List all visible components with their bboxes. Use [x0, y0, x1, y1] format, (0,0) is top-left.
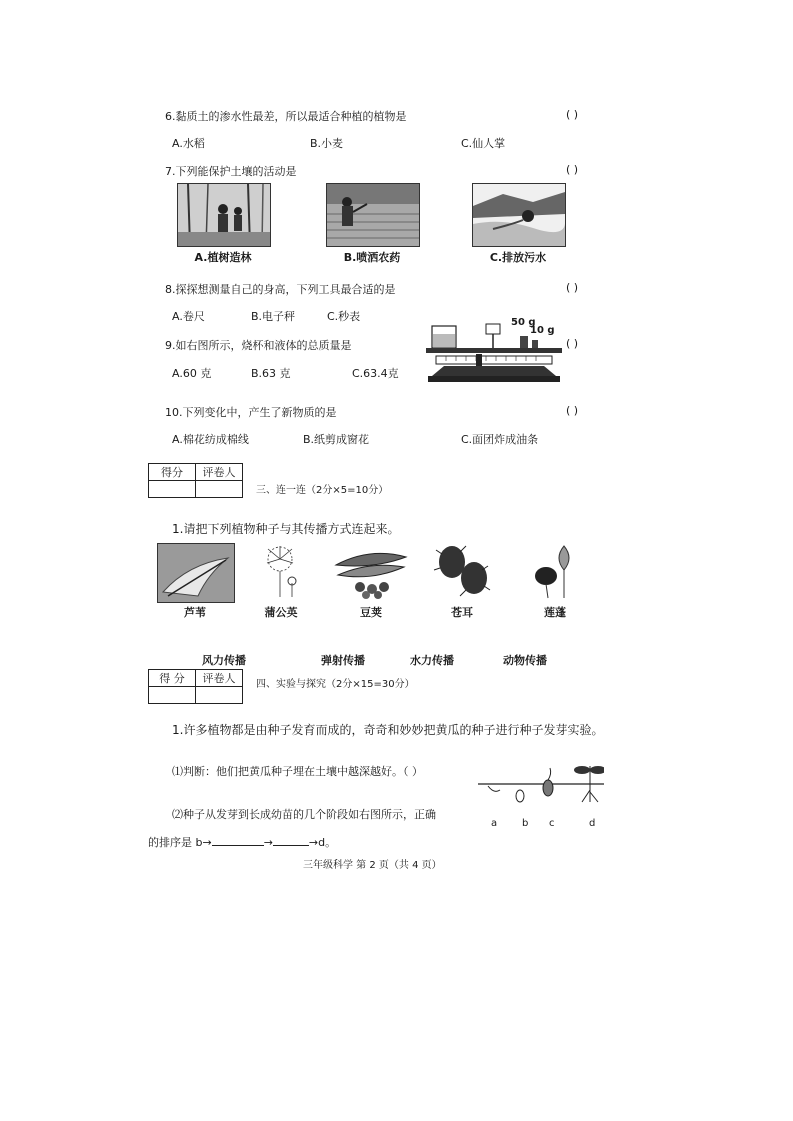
- weight-label-50g: 50 g: [511, 317, 536, 328]
- section4-sub2-line2: [148, 834, 336, 850]
- q10-option-c: C.面团炸成油条: [461, 433, 539, 446]
- stage-label-c: c: [549, 818, 555, 829]
- stage-label-d: d: [589, 818, 596, 829]
- grader-cell[interactable]: [196, 481, 243, 498]
- q9-option-b: B.63 克: [251, 367, 291, 380]
- q7-text: 7.下列能保护土壤的活动是: [165, 165, 297, 178]
- q7-caption-c: C.排放污水: [489, 251, 547, 264]
- stage-label-b: b: [522, 818, 529, 829]
- section4-sub2-line1: ⑵种子从发芽到长成幼苗的几个阶段如右图所示，正确: [172, 808, 436, 821]
- method-animal: 动物传播: [503, 654, 547, 667]
- reed-photo: [157, 543, 235, 603]
- q8-option-b: B.电子秤: [251, 310, 296, 323]
- q8-answer-paren: ( ): [566, 281, 579, 294]
- plant-label-lotus-pod: 莲蓬: [544, 606, 566, 619]
- method-wind: 风力传播: [202, 654, 246, 667]
- score-box-section3: [148, 463, 243, 498]
- q7-answer-paren: ( ): [566, 163, 579, 176]
- section4-q1-text: 1.许多植物都是由种子发育而成的，奇奇和妙妙把黄瓜的种子进行种子发芽实验。: [172, 723, 604, 737]
- cocklebur-image: [430, 540, 494, 600]
- pea-pod-image: [334, 543, 408, 599]
- sequence-blank-2[interactable]: [273, 845, 309, 846]
- q6-option-c: C.仙人掌: [461, 137, 506, 150]
- q9-option-c: C.63.4克: [352, 367, 399, 380]
- section3-heading: 三、连一连（2分×5=10分）: [256, 485, 389, 496]
- sequence-blank-1[interactable]: [212, 845, 264, 846]
- sequence-arrow: →: [263, 836, 273, 849]
- plant-label-cocklebur: 苍耳: [451, 606, 473, 619]
- stage-label-a: a: [491, 818, 498, 829]
- q6-option-a: A.水稻: [172, 137, 205, 150]
- section4-sub1: ⑴判断：他们把黄瓜种子埋在土壤中越深越好。（ ）: [172, 765, 423, 778]
- q9-option-a: A.60 克: [172, 367, 212, 380]
- q6-answer-paren: ( ): [566, 108, 579, 121]
- tree-planting-photo: [177, 183, 271, 247]
- spraying-pesticide-photo: [326, 183, 420, 247]
- q9-answer-paren: ( ): [566, 337, 579, 350]
- sequence-prefix: 的排序是 b→: [148, 836, 212, 849]
- germination-stages-image: [478, 760, 604, 806]
- q8-option-c: C.秒表: [327, 310, 361, 323]
- plant-label-reed: 芦苇: [184, 606, 206, 619]
- score-cell[interactable]: [149, 481, 196, 498]
- section4-heading: 四、实验与探究（2分×15=30分）: [256, 679, 415, 690]
- q10-option-a: A.棉花纺成棉线: [172, 433, 249, 446]
- weight-label-10g: 10 g: [530, 325, 555, 336]
- sequence-suffix: →d。: [308, 836, 337, 849]
- section3-q1-text: 1.请把下列植物种子与其传播方式连起来。: [172, 522, 400, 536]
- grader-cell[interactable]: [196, 687, 243, 704]
- q6-option-b: B.小麦: [310, 137, 344, 150]
- q10-answer-paren: ( ): [566, 404, 579, 417]
- method-water: 水力传播: [410, 654, 454, 667]
- method-ejection: 弹射传播: [321, 654, 365, 667]
- grader-label: 评卷人: [196, 464, 243, 481]
- q8-option-a: A.卷尺: [172, 310, 205, 323]
- q8-text: 8.探探想测量自己的身高，下列工具最合适的是: [165, 283, 396, 296]
- score-cell[interactable]: [149, 687, 196, 704]
- q6-text: 6.黏质土的渗水性最差，所以最适合种植的植物是: [165, 110, 407, 123]
- dandelion-image: [260, 543, 302, 599]
- q10-text: 10.下列变化中，产生了新物质的是: [165, 406, 337, 419]
- page-footer: 三年级科学 第 2 页（共 4 页）: [303, 860, 442, 871]
- grader-label: 评卷人: [196, 670, 243, 687]
- q7-caption-b: B.喷洒农药: [343, 251, 401, 264]
- score-label: 得 分: [149, 670, 196, 687]
- score-label: 得分: [149, 464, 196, 481]
- plant-label-dandelion: 蒲公英: [264, 606, 298, 619]
- q9-text: 9.如右图所示，烧杯和液体的总质量是: [165, 339, 352, 352]
- sewage-discharge-photo: [472, 183, 566, 247]
- plant-label-pea-pod: 豆荚: [360, 606, 382, 619]
- score-box-section4: [148, 669, 243, 704]
- lotus-pod-image: [530, 540, 580, 600]
- q7-caption-a: A.植树造林: [194, 251, 252, 264]
- q10-option-b: B.纸剪成窗花: [303, 433, 370, 446]
